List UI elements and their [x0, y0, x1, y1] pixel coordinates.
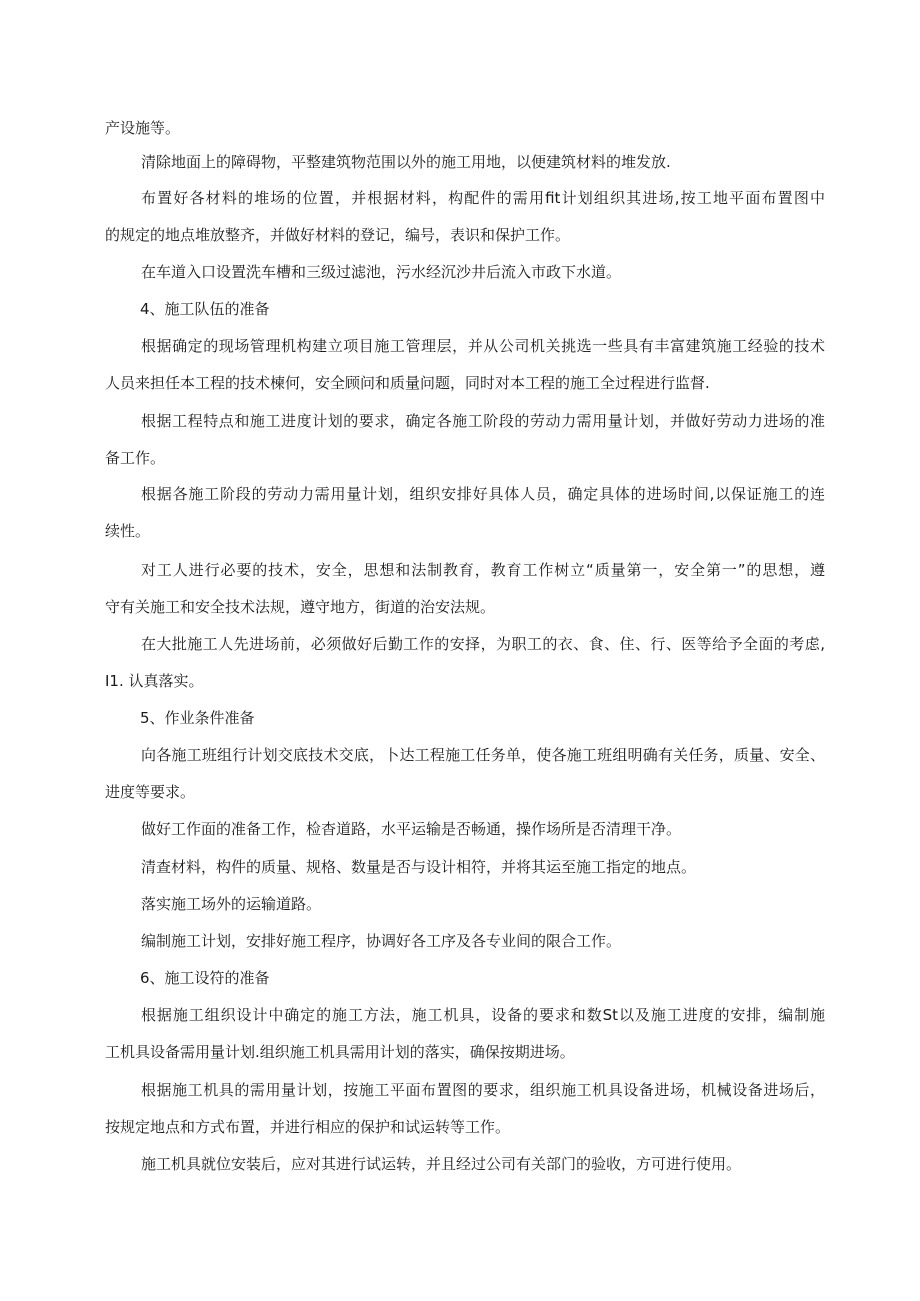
- paragraph-line: 备工作。: [105, 449, 166, 467]
- paragraph-line: 根据施工机具的需用量计划，按施工平面布置图的要求，组织施工机具设备进场，机械设备进场后，: [141, 1081, 825, 1099]
- paragraph-line: 守有关施工和安全技术法规，遵守地方，街道的治安法规。: [105, 598, 496, 616]
- paragraph-line: 进度等要求。: [105, 783, 196, 801]
- paragraph-line: 施工机具就位安装后，应对其进行试运转，并且经过公司有关部门的验收，方可进行使用。: [141, 1155, 742, 1173]
- paragraph-line: 的规定的地点堆放整齐，并做好材料的登记，编号，表识和保护工作。: [105, 226, 571, 244]
- paragraph-line: 清除地面上的障碍物，平整建筑物范围以外的施工用地，以便建筑材料的堆发放.: [141, 153, 671, 171]
- paragraph-continuation: 产设施等。: [105, 119, 181, 137]
- paragraph-line: 按规定地点和方式布置，并进行相应的保护和试运转等工作。: [105, 1118, 511, 1136]
- paragraph-line: 根据施工组织设计中确定的施工方法，施工机具，设备的要求和数St以及施工进度的安排，编制施: [141, 1006, 825, 1024]
- section-heading-5: 5、作业条件准备: [140, 709, 255, 727]
- paragraph-line: 工机具设备需用量计划.组织施工机具需用计划的落实，确保按期进场。: [105, 1043, 575, 1061]
- section-heading-6: 6、施工设符的准备: [140, 969, 270, 987]
- paragraph-line: 布置好各材料的堆场的位置，并根据材料，构配件的需用fit计划组织其进场,按工地平面布置图中: [141, 189, 825, 207]
- paragraph-line: 向各施工班组行计划交底技术交底，卜达工程施工任务单，使各施工班组明确有关任务，质量、安全、: [141, 746, 825, 764]
- paragraph-line: 人员来担任本工程的技术楝何，安全顾问和质量问题，同时对本工程的施工全过程进行监督.: [105, 374, 710, 392]
- section-heading-4: 4、施工队伍的准备: [140, 300, 270, 318]
- paragraph-line: 根据各施工阶段的劳动力需用量计划，组织安排好具体人员，确定具体的进场时间,以保证施工的连: [141, 485, 825, 503]
- paragraph-line: 对工人进行必要的技术，安全，思想和法制教育，教育工作树立“质量第一，安全第一”的思想，遵: [141, 561, 825, 579]
- paragraph-line: 续性。: [105, 522, 151, 540]
- paragraph-line: 根据确定的现场管理机构建立项目施工管理层，并从公司机关挑选一些具有丰富建筑施工经验的技术: [141, 337, 825, 355]
- paragraph-line: 在车道入口设置洗车槽和三级过滤池，污水经沉沙井后流入市政下水道。: [141, 263, 622, 281]
- paragraph-line: 根据工程特点和施工进度计划的要求，确定各施工阶段的劳动力需用量计划，并做好劳动力进场的准: [141, 412, 825, 430]
- paragraph-line: 在大批施工人先进场前，必须做好后勤工作的安择，为职工的衣、食、住、行、医等给予全面的考虑,: [141, 635, 825, 653]
- paragraph-line: 编制施工计划，安排好施工程序，协调好各工序及各专业间的限合工作。: [141, 932, 622, 950]
- paragraph-line: I1. 认真落实。: [105, 672, 204, 690]
- paragraph-line: 做好工作面的准备工作，检杳道路，水平运输是否畅通，操作场所是否清理干净。: [141, 820, 682, 838]
- paragraph-line: 落实施工场外的运输道路。: [141, 895, 322, 913]
- paragraph-line: 清查材料，构件的质量、规格、数量是否与设计相符，并将其运至施工指定的地点。: [141, 858, 697, 876]
